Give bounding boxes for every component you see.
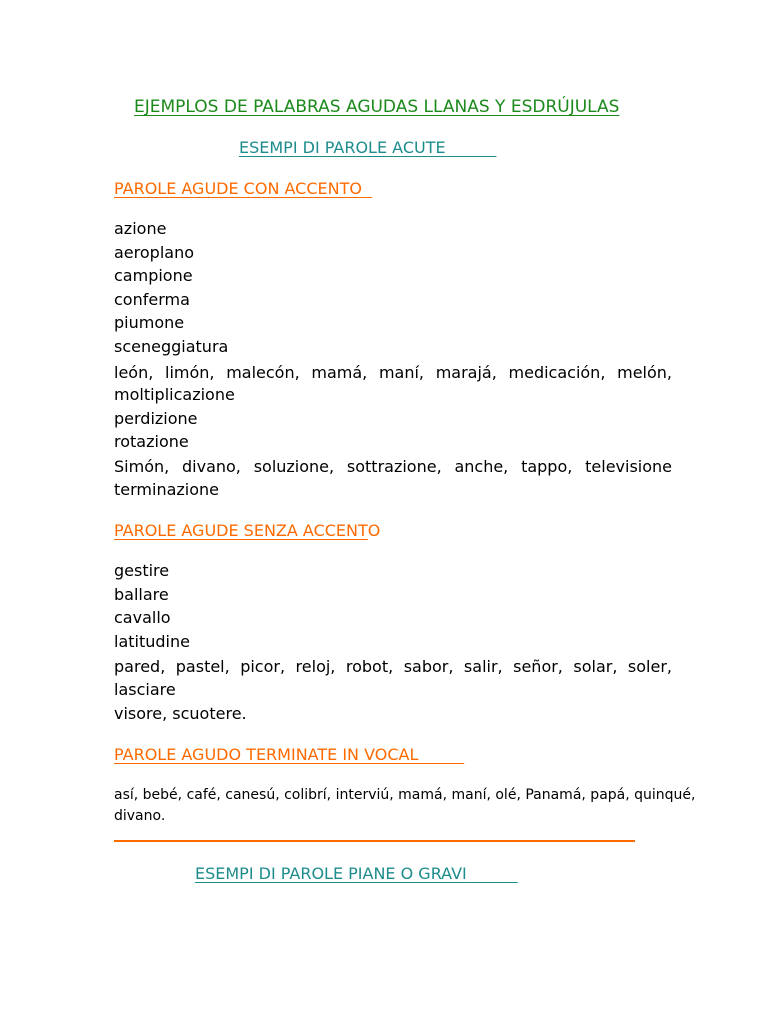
heading-agudo-terminate-text: PAROLE AGUDO TERMINATE IN VOCAL bbox=[114, 745, 419, 764]
heading-agude-senza-accento-underlined: PAROLE AGUDE SENZA ACCENT bbox=[114, 521, 368, 540]
heading-agudo-terminate-trail bbox=[418, 745, 464, 764]
list-item: sceneggiatura bbox=[114, 336, 229, 356]
list-item: azione bbox=[114, 219, 167, 238]
list-item: aeroplano bbox=[114, 242, 194, 262]
paragraph-line-1: león, limón, malecón, mamá, maní, marajá, medicación, melón, bbox=[114, 363, 672, 382]
list-item: cavallo bbox=[114, 608, 171, 627]
heading-agude-con-accento-text: PAROLE AGUDE CON ACCENTO bbox=[114, 179, 362, 198]
list-item: piumone bbox=[114, 313, 185, 332]
section-title-acute-text: ESEMPI DI PAROLE ACUTE bbox=[239, 138, 446, 157]
small-text-line-2: divano. bbox=[114, 808, 166, 824]
list-item: perdizione bbox=[114, 408, 198, 428]
list-item: rotazione bbox=[114, 432, 189, 451]
heading-agude-con-accento-trail bbox=[362, 179, 372, 198]
paragraph-line-2: Simón, divano, soluzione, sottrazione, anche, tappo, televisione bbox=[114, 457, 672, 476]
list-item: lasciare bbox=[114, 680, 176, 699]
heading-agudo-terminate bbox=[114, 745, 464, 765]
section-title-acute bbox=[239, 138, 496, 158]
list-item: campione bbox=[114, 266, 193, 285]
word-list-2b bbox=[114, 678, 247, 725]
word-list-2 bbox=[114, 559, 190, 653]
section-title-piane bbox=[195, 864, 518, 884]
list-item: ballare bbox=[114, 584, 169, 604]
heading-agude-senza-accento-rest: O bbox=[367, 521, 381, 540]
section-title-acute-trail bbox=[446, 138, 497, 157]
list-item: terminazione bbox=[114, 480, 220, 499]
word-list-1 bbox=[114, 217, 228, 358]
section-title-piane-trail bbox=[467, 864, 518, 883]
list-item: visore, scuotere. bbox=[114, 703, 247, 723]
heading-agude-senza-accento bbox=[114, 521, 380, 541]
word-list-1c bbox=[114, 478, 219, 502]
section-title-piane-text: ESEMPI DI PAROLE PIANE O GRAVI bbox=[195, 864, 467, 883]
heading-agude-con-accento bbox=[114, 179, 372, 199]
list-item: latitudine bbox=[114, 631, 190, 651]
main-title: EJEMPLOS DE PALABRAS AGUDAS LLANAS Y ESDRÚJULAS bbox=[134, 97, 620, 117]
paragraph-line-3: pared, pastel, picor, reloj, robot, sabor, salir, señor, solar, soler, bbox=[114, 657, 672, 676]
small-text-line-1: así, bebé, café, canesú, colibrí, interviú, mamá, maní, olé, Panamá, papá, quinqué, bbox=[114, 787, 696, 803]
list-item: gestire bbox=[114, 561, 170, 580]
list-item: moltiplicazione bbox=[114, 385, 235, 404]
list-item: conferma bbox=[114, 289, 190, 309]
word-list-1b bbox=[114, 383, 235, 454]
orange-divider bbox=[114, 840, 635, 842]
